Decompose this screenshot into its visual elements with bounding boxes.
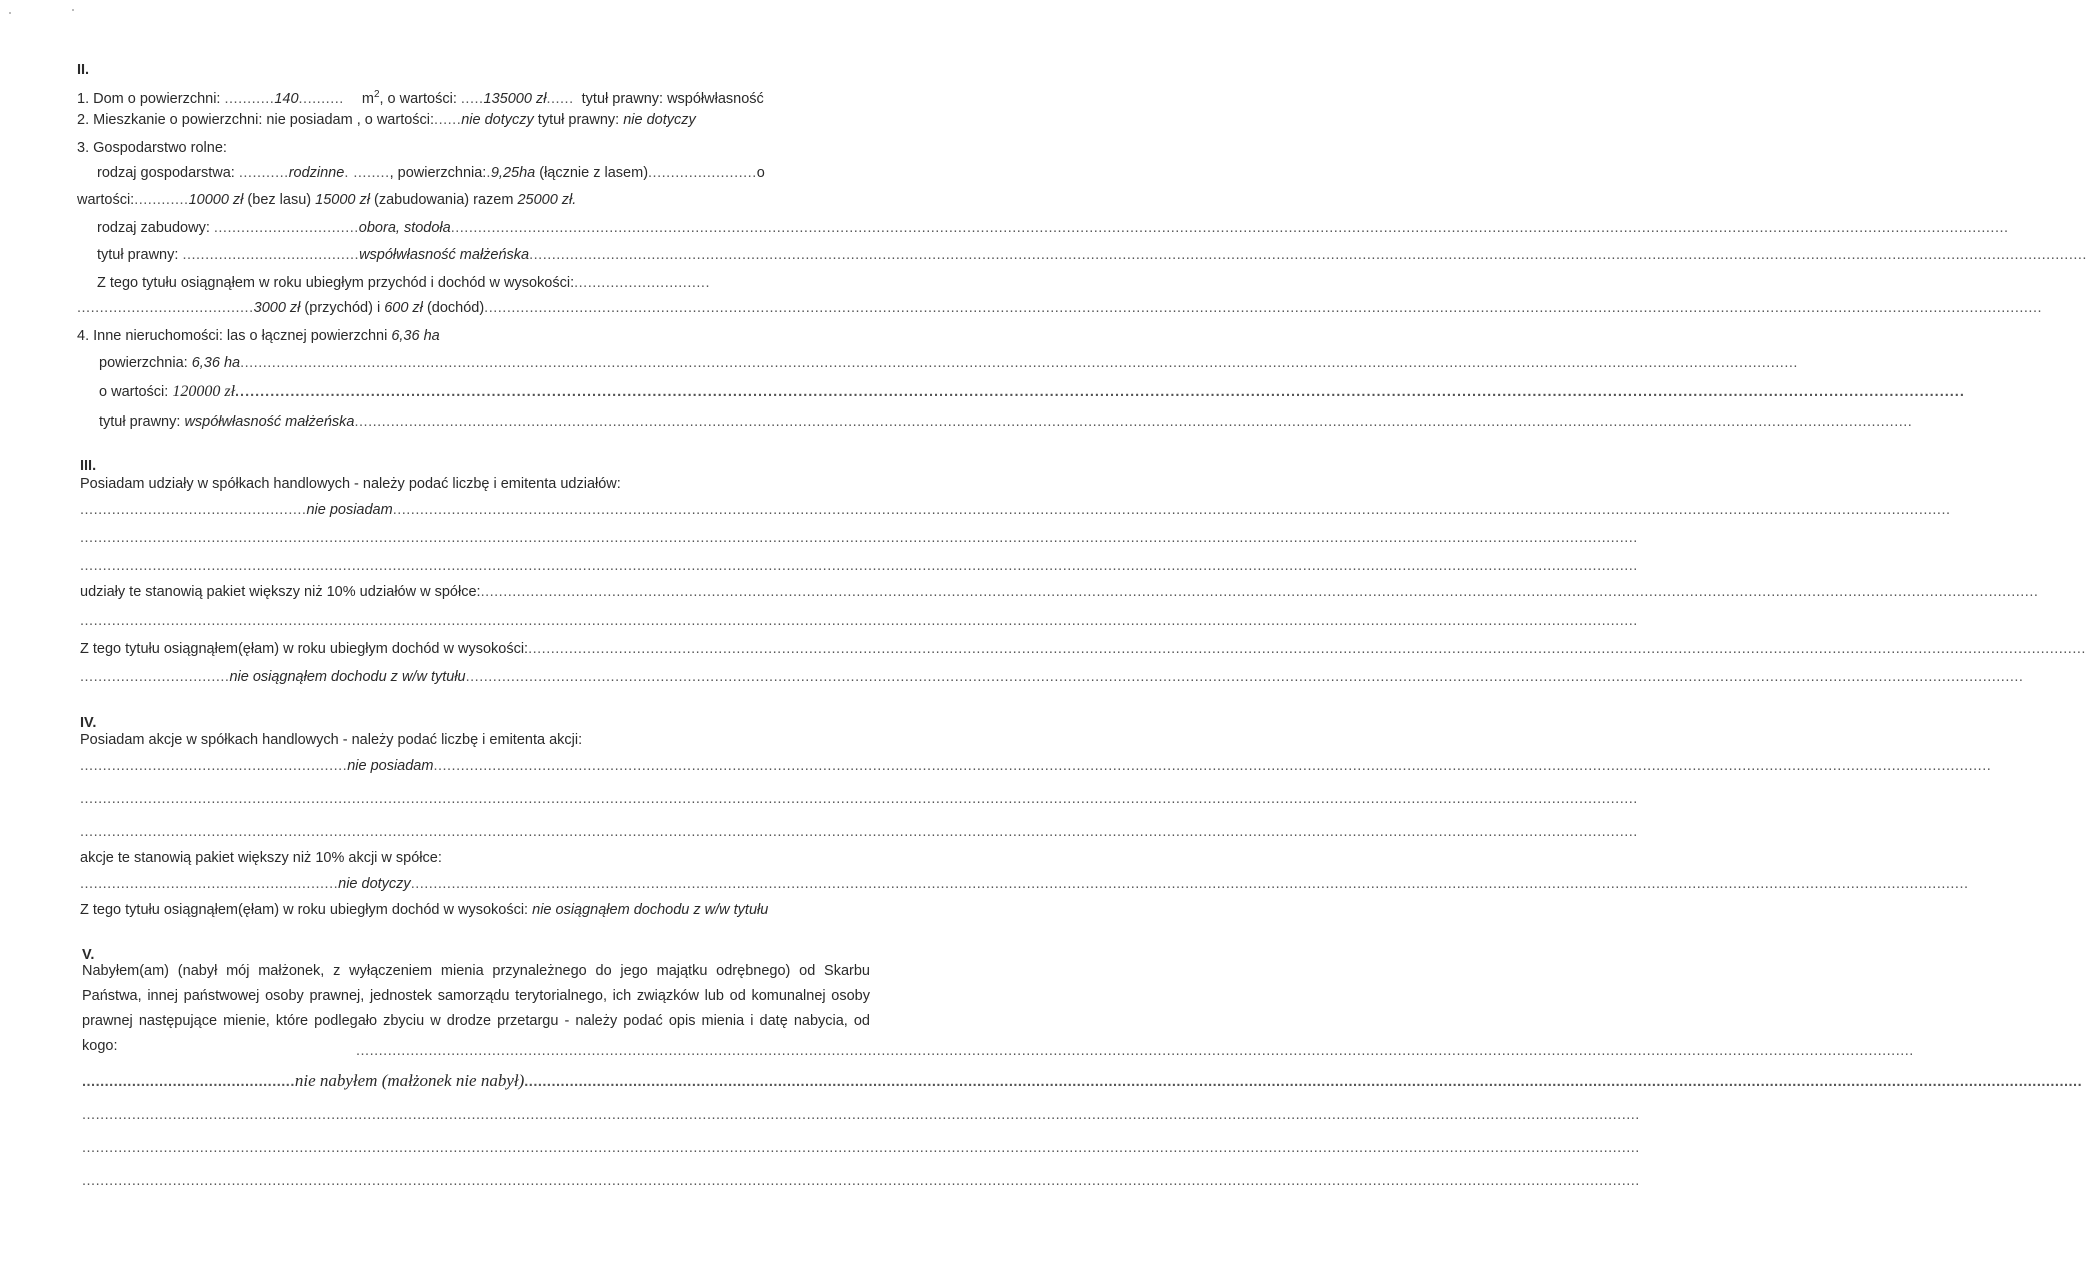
item-1-dots: ...... [546, 90, 574, 107]
stocks-answer-dots: ........................................................................................................................................................................................................................................................................................................................................................ [433, 758, 1992, 774]
item-2-title-value: nie dotyczy [623, 112, 696, 128]
item-4-row [77, 326, 440, 346]
section-iii-header: III. [80, 458, 97, 474]
farm-type-label: rodzaj gospodarstwa: [97, 165, 235, 181]
scan-speck [9, 12, 11, 14]
farm-type-dots: ........... [238, 165, 289, 181]
item-1-title-label: tytuł prawny: [581, 90, 664, 107]
acquisition-blank-line: ........................................................................................................................................................................................................................................................................................................................................................ [82, 1173, 1640, 1189]
farm-buildings-dots: ........................................................................................................................................................................................................................................................................................................................................................ [450, 220, 2009, 236]
stocks-pakiet-dots: ......................................................... [80, 876, 339, 892]
shares-income-value: nie osiągnąłem dochodu z w/w tytułu [229, 669, 466, 685]
farm-value-row [77, 190, 576, 210]
stocks-pakiet-label: akcje te stanowią pakiet większy niż 10% akcji w spółce: [80, 850, 442, 866]
other-area-label: powierzchnia: [99, 355, 188, 371]
farm-value-note-2: (zabudowania) razem [373, 192, 514, 208]
shares-income-dots: ........................................................................................................................................................................................................................................................................................................................................................ [528, 641, 2086, 657]
farm-value-note-1: (bez lasu) [247, 192, 312, 208]
farm-area-value: 9,25ha [490, 165, 536, 181]
section-ii-header: II. [77, 62, 90, 78]
acquisition-answer-row [82, 1069, 2083, 1094]
farm-income-dots: ........................................................................................................................................................................................................................................................................................................................................................ [484, 300, 2042, 316]
acquisition-answer-value: nie nabyłem (małżonek nie nabył) [294, 1071, 525, 1090]
farm-income-note-2: (dochód) [426, 300, 485, 316]
other-area-dots: ........................................................................................................................................................................................................................................................................................................................................................ [240, 355, 1798, 371]
farm-area-label: , powierzchnia: [389, 165, 487, 181]
shares-income-dots: ................................. [80, 669, 230, 685]
stocks-answer-row [80, 756, 1992, 776]
shares-pakiet-label: udziały te stanowią pakiet większy niż 10% udziałów w spółce: [80, 584, 481, 600]
section-iv-intro: Posiadam akcje w spółkach handlowych - należy podać liczbę i emitenta akcji: [80, 732, 583, 748]
other-value-row [99, 382, 1965, 402]
shares-blank-line: ........................................................................................................................................................................................................................................................................................................................................................ [80, 558, 1638, 574]
item-1-num: 1. [77, 90, 90, 107]
farm-type-value: rodzinne [288, 165, 345, 181]
item-2-area: nie posiadam [266, 112, 353, 128]
item-1-dots: ........... [224, 90, 275, 107]
stocks-answer-value: nie posiadam [347, 758, 434, 774]
farm-value-dots: ............ [134, 192, 189, 208]
acquisition-answer-dots: ........................................................................................................................................................................................................................................................................................................................................................ [524, 1074, 2083, 1090]
item-2-num: 2. [77, 112, 90, 128]
other-title-row [99, 412, 1913, 432]
other-area-value: 6,36 ha [191, 355, 241, 371]
section-v-header: V. [82, 947, 95, 963]
shares-pakiet-dots: ........................................................................................................................................................................................................................................................................................................................................................ [480, 584, 2039, 600]
shares-income-dots: ........................................................................................................................................................................................................................................................................................................................................................ [465, 669, 2024, 685]
farm-area-dots: . [486, 165, 491, 181]
farm-income-value-2: 600 zł [384, 300, 423, 316]
shares-answer-dots: ........................................................................................................................................................................................................................................................................................................................................................ [392, 502, 1951, 518]
shares-answer-dots: .................................................. [80, 502, 307, 518]
stocks-answer-dots: ........................................................... [80, 758, 348, 774]
other-title-value: współwłasność małżeńska [184, 414, 355, 430]
other-title-dots: ........................................................................................................................................................................................................................................................................................................................................................ [354, 414, 1913, 430]
shares-income-label: Z tego tytułu osiągnąłem(ęłam) w roku ubiegłym dochód w wysokości: [80, 641, 529, 657]
farm-value-2: 15000 zł [315, 192, 370, 208]
stocks-income-row [80, 900, 768, 920]
section-v-paragraph: Nabyłem(am) (nabył mój małżonek, z wyłączeniem mienia przynależnego do jego majątku odrębnego) od Skarbu Państwa, innej państwowej osoby prawnej, jednostek samorządu terytorialnego, ich związków lub od komunalnej osoby prawnej następujące mienie, które podlegało zbyciu w drodze przetargu - należy podać opis mienia i datę nabycia, od kogo: [82, 963, 870, 1054]
farm-buildings-value: obora, stodoła [358, 220, 451, 236]
farm-type-row [97, 163, 765, 183]
item-1-value-label: , o wartości: [379, 90, 457, 107]
stocks-pakiet-row [80, 874, 1969, 894]
acquisition-blank-line: ........................................................................................................................................................................................................................................................................................................................................................ [82, 1107, 1640, 1123]
shares-blank-line: ........................................................................................................................................................................................................................................................................................................................................................ [80, 530, 1638, 546]
farm-area-note: (łącznie z lasem) [539, 165, 649, 181]
farm-buildings-label: rodzaj zabudowy: [97, 220, 210, 236]
item-2-dots: ...... [434, 112, 462, 128]
shares-income-row [80, 639, 2086, 659]
section-iii-intro: Posiadam udziały w spółkach handlowych - należy podać liczbę i emitenta udziałów: [80, 476, 621, 492]
section-v-paragraph-dots: ........................................................................................................................................................................................................................................................................................................................................................ [356, 1043, 1914, 1059]
other-title-label: tytuł prawny: [99, 414, 181, 430]
farm-income-dots: .............................. [574, 275, 710, 291]
item-3-row [77, 138, 227, 158]
farm-income-row [97, 273, 863, 293]
item-2-value-label: , o wartości: [356, 112, 435, 128]
item-1-unit: $m^2$ [361, 89, 380, 107]
farm-area-dots: ........................ [648, 165, 757, 181]
farm-title-dots: ........................................................................................................................................................................................................................................................................................................................................................ [529, 247, 2087, 263]
acquisition-answer-dots: ............................................... [82, 1074, 295, 1090]
item-2-title-label: tytuł prawny: [537, 112, 620, 128]
item-1-dots: .......... [298, 90, 344, 107]
farm-buildings-row [97, 218, 2009, 238]
item-2-label: Mieszkanie o powierzchni: [93, 112, 263, 128]
shares-answer-row [80, 500, 1951, 520]
stocks-pakiet-dots: ........................................................................................................................................................................................................................................................................................................................................................ [410, 876, 1969, 892]
stocks-pakiet-value: nie dotyczy [338, 876, 411, 892]
acquisition-blank-line: ........................................................................................................................................................................................................................................................................................................................................................ [82, 1140, 1640, 1156]
stocks-blank-line: ........................................................................................................................................................................................................................................................................................................................................................ [80, 791, 1638, 807]
farm-title-dots: ....................................... [182, 247, 360, 263]
stocks-income-value: nie osiągnąłem dochodu z w/w tytułu [532, 902, 769, 918]
farm-value-o: o [756, 165, 765, 181]
farm-income-value-row [77, 298, 2042, 318]
stocks-blank-line: ........................................................................................................................................................................................................................................................................................................................................................ [80, 824, 1638, 840]
section-iv-header: IV. [80, 715, 97, 731]
other-area-row [99, 353, 1798, 373]
item-1-label: Dom o powierzchni: [93, 90, 221, 107]
farm-income-value-1: 3000 zł [253, 300, 301, 316]
item-4-label: Inne nieruchomości: las o łącznej powierzchni [93, 328, 388, 344]
item-3-label: Gospodarstwo rolne: [93, 140, 227, 156]
farm-type-dots: . ........ [344, 165, 390, 181]
item-1-title-value: współwłasność [667, 90, 764, 107]
scan-speck [72, 9, 74, 11]
farm-buildings-dots: ................................ [213, 220, 359, 236]
shares-pakiet-row [80, 582, 2039, 602]
other-value-value: 120000 zł [172, 383, 236, 400]
item-1-value: 135000 zł [483, 90, 547, 107]
farm-value-1: 10000 zł [188, 192, 244, 208]
farm-title-label: tytuł prawny: [97, 247, 179, 263]
farm-value-3: 25000 zł. [517, 192, 577, 208]
stocks-income-label: Z tego tytułu osiągnąłem(ęłam) w roku ubiegłym dochód w wysokości: [80, 902, 529, 918]
farm-title-value: współwłasność małżeńska [359, 247, 530, 263]
farm-income-dots: ....................................... [77, 300, 254, 316]
other-value-label: o wartości: [99, 384, 169, 400]
item-2-value: nie dotyczy [461, 112, 534, 128]
item-4-num: 4. [77, 328, 90, 344]
other-value-dots: ........................................................................................................................................................................................................................................................................................................................................................ [235, 384, 1965, 400]
shares-income-value-row [80, 667, 2024, 687]
shares-pakiet-blank: ........................................................................................................................................................................................................................................................................................................................................................ [80, 613, 1638, 629]
shares-answer-value: nie posiadam [306, 502, 393, 518]
farm-value-label: wartości: [77, 192, 135, 208]
item-4-label-value: 6,36 ha [391, 328, 440, 344]
item-1-area: 140 [274, 90, 299, 107]
item-3-num: 3. [77, 140, 90, 156]
item-1-row [77, 85, 764, 109]
farm-income-label: Z tego tytułu osiągnąłem w roku ubiegłym przychód i dochód w wysokości: [97, 275, 575, 291]
farm-title-row [97, 245, 2087, 265]
item-1-dots: ..... [460, 90, 484, 107]
farm-income-note-1: (przychód) i [304, 300, 381, 316]
item-2-row [77, 110, 696, 130]
